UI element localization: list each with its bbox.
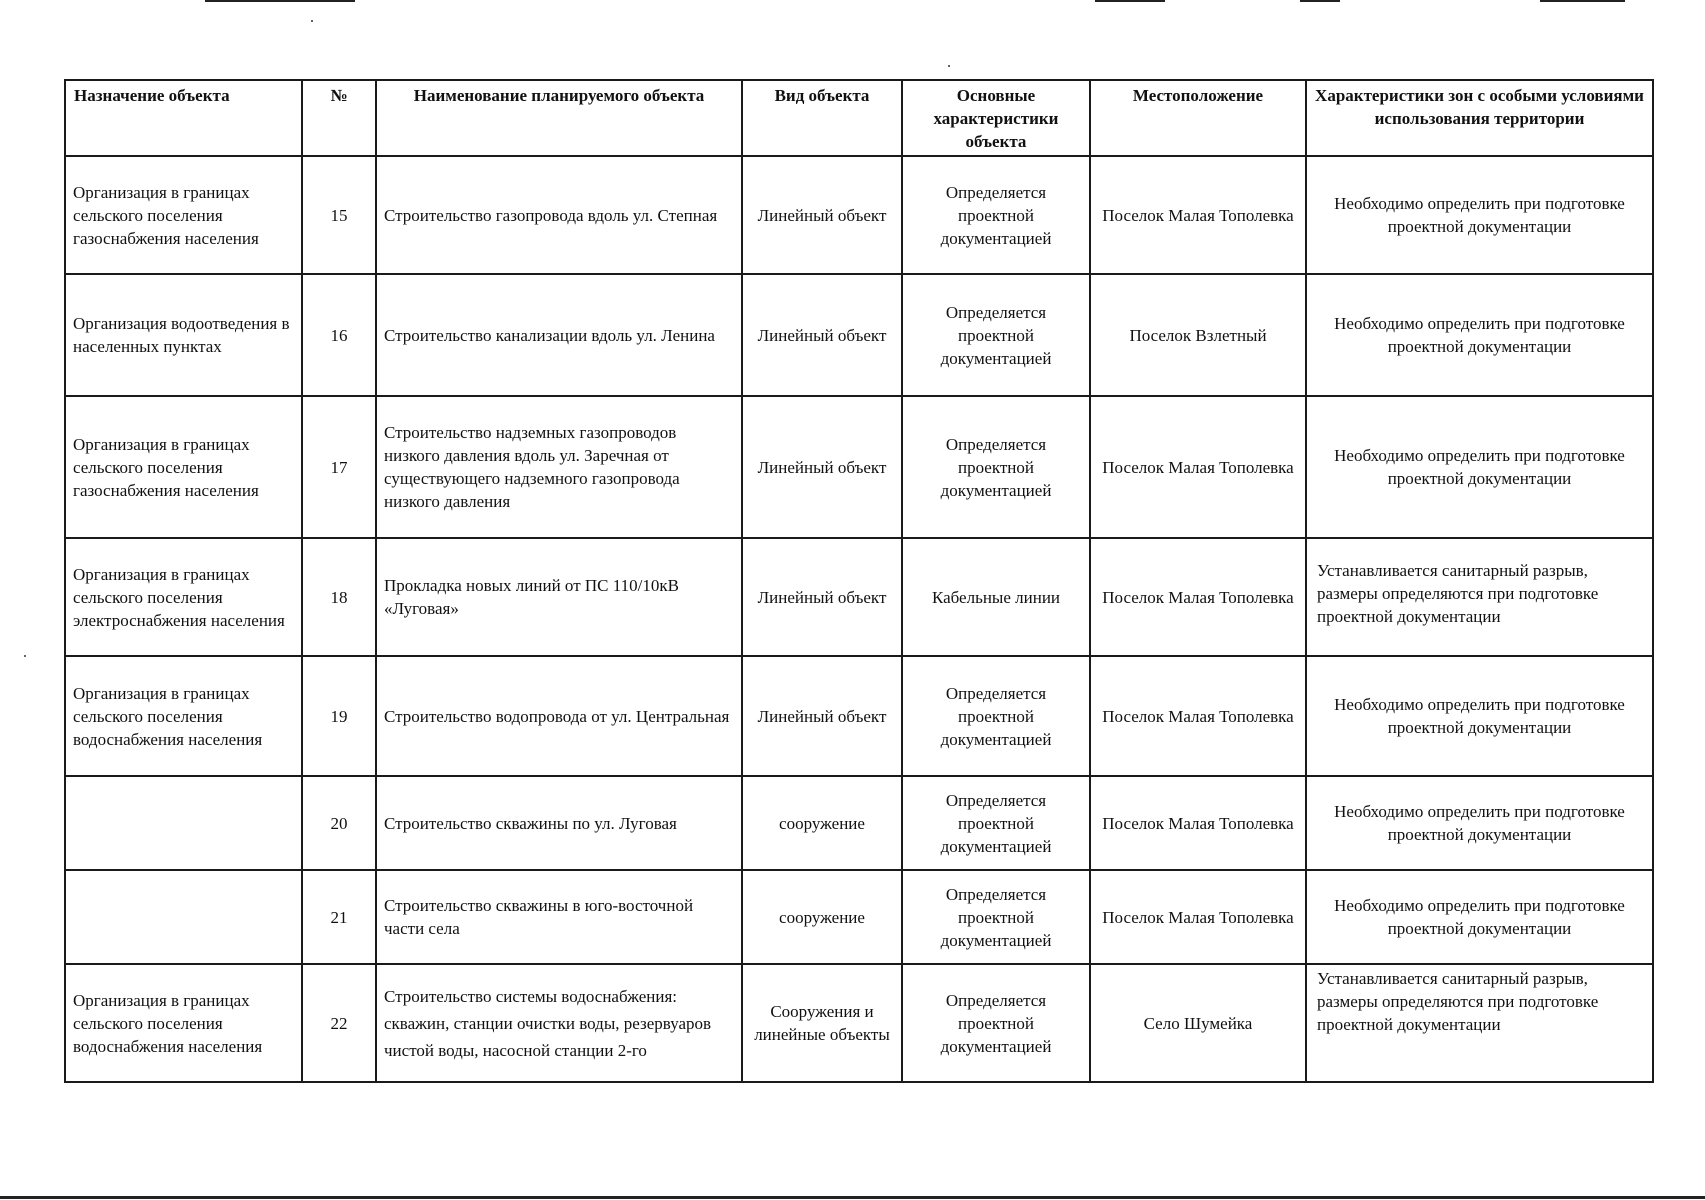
header-type: Вид объекта xyxy=(742,80,902,156)
cell-type: сооружение xyxy=(742,776,902,870)
scan-speck xyxy=(24,655,26,657)
cell-zones: Устанавливается санитарный разрыв, размеры определяются при подготовке проектной документации xyxy=(1306,538,1653,656)
cell-characteristics: Определяется проектной документацией xyxy=(902,964,1090,1082)
cell-name: Строительство скважины в юго-восточной части села xyxy=(376,870,742,964)
cell-characteristics: Определяется проектной документацией xyxy=(902,274,1090,396)
cell-number: 16 xyxy=(302,274,376,396)
scan-speck xyxy=(948,65,950,67)
cell-location: Поселок Взлетный xyxy=(1090,274,1306,396)
cell-zones: Необходимо определить при подготовке проектной документации xyxy=(1306,656,1653,776)
scan-edge-top-1 xyxy=(205,0,355,2)
cell-location: Село Шумейка xyxy=(1090,964,1306,1082)
cell-location: Поселок Малая Тополевка xyxy=(1090,776,1306,870)
cell-purpose: Организация в границах сельского поселения газоснабжения населения xyxy=(65,156,302,274)
header-characteristics: Основные характеристики объекта xyxy=(902,80,1090,156)
table-row xyxy=(65,776,1653,870)
cell-location: Поселок Малая Тополевка xyxy=(1090,656,1306,776)
table-row xyxy=(65,274,1653,396)
cell-name: Строительство надземных газопроводов низкого давления вдоль ул. Заречная от существующего надземного газопровода низкого давления xyxy=(376,396,742,538)
cell-type: сооружение xyxy=(742,870,902,964)
cell-characteristics: Определяется проектной документацией xyxy=(902,870,1090,964)
cell-number: 22 xyxy=(302,964,376,1082)
cell-number: 19 xyxy=(302,656,376,776)
table-row xyxy=(65,396,1653,538)
cell-characteristics: Определяется проектной документацией xyxy=(902,396,1090,538)
cell-purpose: Организация в границах сельского поселения электроснабжения населения xyxy=(65,538,302,656)
cell-name: Прокладка новых линий от ПС 110/10кВ «Луговая» xyxy=(376,538,742,656)
cell-location: Поселок Малая Тополевка xyxy=(1090,538,1306,656)
cell-name: Строительство скважины по ул. Луговая xyxy=(376,776,742,870)
cell-purpose: Организация водоотведения в населенных пунктах xyxy=(65,274,302,396)
cell-characteristics: Определяется проектной документацией xyxy=(902,156,1090,274)
cell-number: 18 xyxy=(302,538,376,656)
cell-name: Строительство газопровода вдоль ул. Степная xyxy=(376,156,742,274)
table-row xyxy=(65,656,1653,776)
cell-characteristics: Определяется проектной документацией xyxy=(902,656,1090,776)
cell-location: Поселок Малая Тополевка xyxy=(1090,156,1306,274)
cell-type: Линейный объект xyxy=(742,274,902,396)
scan-speck xyxy=(311,20,313,22)
cell-purpose: Организация в границах сельского поселения газоснабжения населения xyxy=(65,396,302,538)
cell-location: Поселок Малая Тополевка xyxy=(1090,870,1306,964)
header-name: Наименование планируемого объекта xyxy=(376,80,742,156)
cell-number: 17 xyxy=(302,396,376,538)
cell-characteristics: Кабельные линии xyxy=(902,538,1090,656)
cell-type: Линейный объект xyxy=(742,156,902,274)
scan-edge-top-3 xyxy=(1300,0,1340,2)
cell-type: Линейный объект xyxy=(742,396,902,538)
header-location: Местоположение xyxy=(1090,80,1306,156)
cell-number: 20 xyxy=(302,776,376,870)
header-purpose: Назначение объекта xyxy=(65,80,302,156)
header-number: № xyxy=(302,80,376,156)
cell-purpose: Организация в границах сельского поселения водоснабжения населения xyxy=(65,964,302,1082)
cell-name: Строительство системы водоснабжения: скважин, станции очистки воды, резервуаров чистой воды, насосной станции 2-го xyxy=(376,964,742,1082)
cell-zones: Необходимо определить при подготовке проектной документации xyxy=(1306,274,1653,396)
cell-purpose: Организация в границах сельского поселения водоснабжения населения xyxy=(65,656,302,776)
cell-zones: Необходимо определить при подготовке проектной документации xyxy=(1306,396,1653,538)
cell-location: Поселок Малая Тополевка xyxy=(1090,396,1306,538)
cell-purpose xyxy=(65,776,302,870)
scan-edge-top-2 xyxy=(1095,0,1165,2)
cell-type: Сооружения и линейные объекты xyxy=(742,964,902,1082)
cell-type: Линейный объект xyxy=(742,538,902,656)
header-zones: Характеристики зон с особыми условиями использования территории xyxy=(1306,80,1653,156)
cell-zones: Устанавливается санитарный разрыв, размеры определяются при подготовке проектной документации xyxy=(1306,964,1653,1082)
cell-number: 21 xyxy=(302,870,376,964)
table-row xyxy=(65,870,1653,964)
table-row xyxy=(65,156,1653,274)
cell-characteristics: Определяется проектной документацией xyxy=(902,776,1090,870)
cell-zones: Необходимо определить при подготовке проектной документации xyxy=(1306,776,1653,870)
table-row xyxy=(65,538,1653,656)
cell-zones: Необходимо определить при подготовке проектной документации xyxy=(1306,870,1653,964)
cell-purpose xyxy=(65,870,302,964)
cell-number: 15 xyxy=(302,156,376,274)
scan-edge-top-4 xyxy=(1540,0,1625,2)
scan-edge-bottom-1 xyxy=(0,1196,1705,1199)
table-header-row xyxy=(65,80,1653,156)
planned-objects-table xyxy=(64,79,1654,1083)
cell-type: Линейный объект xyxy=(742,656,902,776)
cell-name: Строительство канализации вдоль ул. Ленина xyxy=(376,274,742,396)
table-row xyxy=(65,964,1653,1082)
cell-zones: Необходимо определить при подготовке проектной документации xyxy=(1306,156,1653,274)
cell-name: Строительство водопровода от ул. Центральная xyxy=(376,656,742,776)
